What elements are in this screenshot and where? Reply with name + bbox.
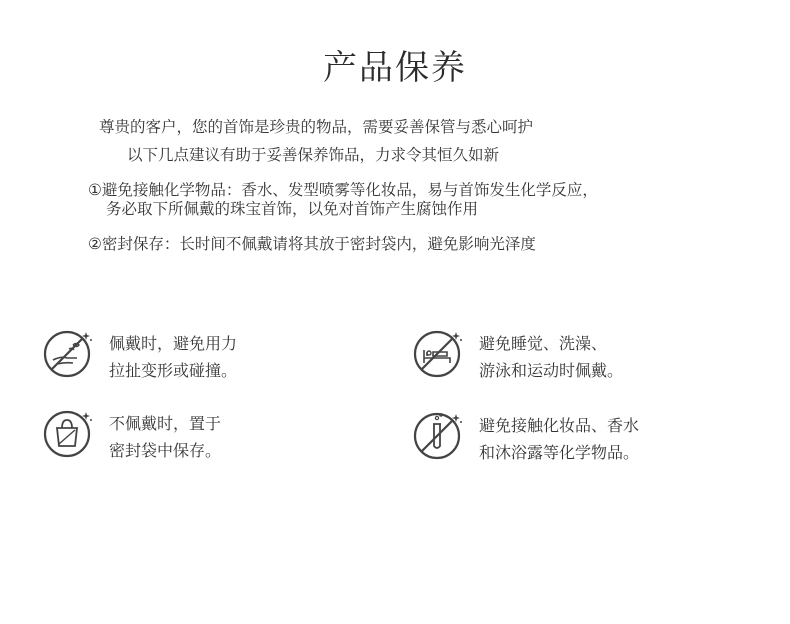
no-force-icon <box>43 328 95 380</box>
care-item-line-1: 不佩戴时，置于 <box>109 414 222 433</box>
tip-2-line-1: ②密封保存：长时间不佩戴请将其放于密封袋内，避免影响光泽度 <box>88 235 536 253</box>
care-item-line-1: 避免接触化妆品、香水 <box>479 416 640 435</box>
care-item-line-1: 避免睡觉、洗澡、 <box>479 334 608 353</box>
care-item-line-1: 佩戴时，避免用力 <box>109 334 238 353</box>
tip-1-line-1: ①避免接触化学物品：香水、发型喷雾等化妆品，易与首饰发生化学反应， <box>88 181 598 199</box>
care-item-line-2: 拉扯变形或碰撞。 <box>109 361 238 380</box>
care-item-line-2: 密封袋中保存。 <box>109 441 222 460</box>
care-item-line-2: 和沐浴露等化学物品。 <box>479 443 640 462</box>
no-chemicals-icon <box>413 410 465 462</box>
page-title: 产品保养 <box>323 48 467 88</box>
sealed-bag-icon <box>43 408 95 460</box>
no-sleep-icon <box>413 328 465 380</box>
intro-line-1: 尊贵的客户，您的首饰是珍贵的物品，需要妥善保管与悉心呵护 <box>99 118 534 136</box>
care-item-line-2: 游泳和运动时佩戴。 <box>479 361 624 380</box>
intro-line-2: 以下几点建议有助于妥善保养饰品，力求令其恒久如新 <box>127 146 500 164</box>
tip-1-line-2: 务必取下所佩戴的珠宝首饰，以免对首饰产生腐蚀作用 <box>106 200 479 218</box>
